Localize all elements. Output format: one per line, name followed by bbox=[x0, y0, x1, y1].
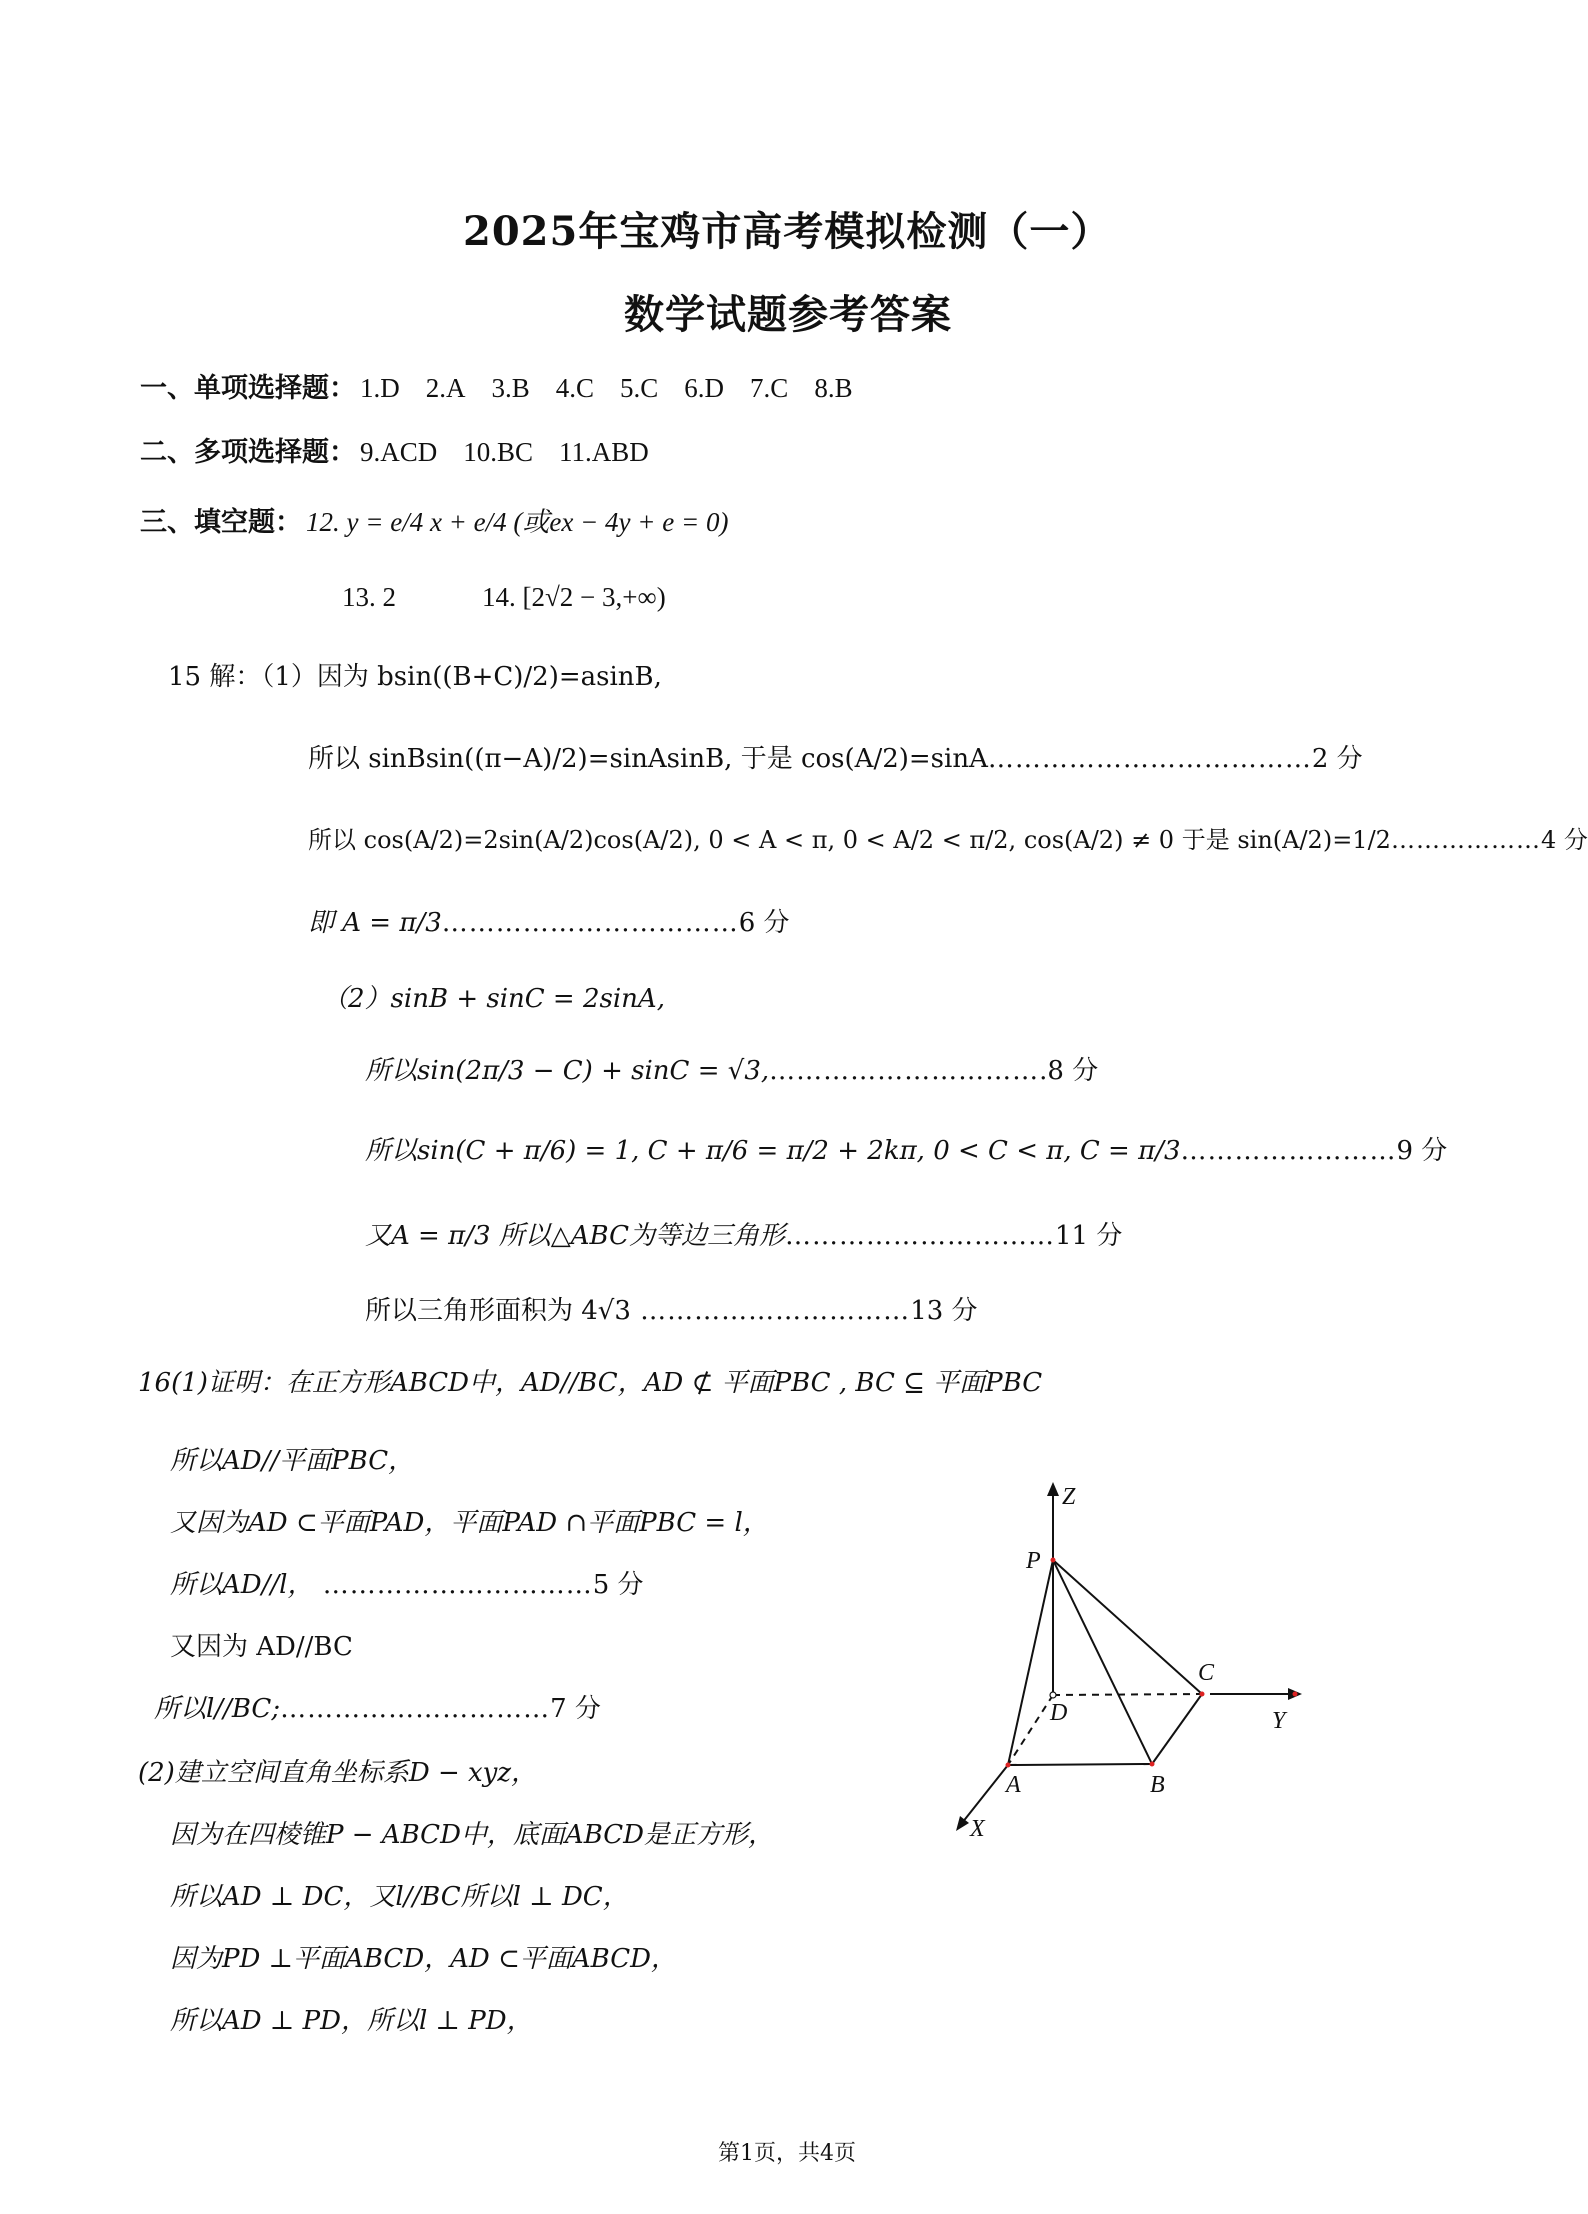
q15-text: 即 A = π/3 bbox=[308, 908, 442, 938]
dot-leader: ………………………… bbox=[280, 1694, 551, 1724]
answer: 5.C bbox=[620, 373, 659, 403]
q15-line-2 bbox=[308, 738, 1363, 775]
dot-leader: ………………………… bbox=[769, 1056, 1040, 1086]
q16-line-6 bbox=[154, 1688, 601, 1725]
section-label: 一、单项选择题： bbox=[140, 373, 356, 404]
answer-q12: 12. y = e/4 x + e/4 (或ex − 4y + e = 0) bbox=[306, 507, 729, 537]
section-label: 二、多项选择题： bbox=[140, 437, 356, 468]
q15-line-3 bbox=[308, 820, 1588, 855]
dot-leader: ………………………… bbox=[630, 1296, 911, 1326]
q16-line-9: 所以AD ⊥ DC，又l//BC所以l ⊥ DC， bbox=[170, 1882, 629, 1912]
section-multi-choice bbox=[140, 430, 675, 469]
vertex-b bbox=[1150, 1762, 1155, 1767]
pyramid-figure bbox=[940, 1480, 1320, 1840]
q16-line-2: 所以AD//平面PBC， bbox=[170, 1446, 415, 1476]
vertex-y bbox=[1293, 1692, 1298, 1697]
label-p: P bbox=[1026, 1548, 1041, 1574]
q15-line-7 bbox=[365, 1130, 1447, 1167]
vertex-a bbox=[1006, 1763, 1011, 1768]
label-c: C bbox=[1198, 1660, 1215, 1686]
answer-list bbox=[360, 437, 675, 467]
q16-line-7: (2)建立空间直角坐标系D − xyz， bbox=[138, 1758, 538, 1788]
q15-text: 所以sin(C + π/6) = 1, C + π/6 = π/2 + 2kπ, 0 < C < π, C = π/3 bbox=[365, 1136, 1181, 1166]
answer-q13: 13. 2 bbox=[342, 582, 396, 612]
answer-list bbox=[360, 373, 879, 403]
section-label: 三、填空题： bbox=[140, 507, 302, 538]
x-axis bbox=[962, 1765, 1008, 1823]
score: 4 分 bbox=[1540, 826, 1588, 854]
q15-text: 所以三角形面积为 4√3 bbox=[365, 1296, 631, 1326]
q15-line-6 bbox=[365, 1050, 1098, 1087]
edge-pc bbox=[1053, 1560, 1202, 1694]
score: 6 分 bbox=[738, 908, 790, 938]
edge-ab bbox=[1008, 1764, 1152, 1765]
page-title: 2025年宝鸡市高考模拟检测（一） bbox=[463, 208, 1112, 255]
answer-q14: 14. [2√2 − 3,+∞) bbox=[482, 582, 666, 612]
answer: 8.B bbox=[814, 373, 853, 403]
label-y: Y bbox=[1272, 1708, 1286, 1734]
score: .8 分 bbox=[1039, 1056, 1099, 1086]
answer: 11.ABD bbox=[559, 437, 649, 467]
answer: 1.D bbox=[360, 373, 400, 403]
page-footer: 第1页，共4页 bbox=[718, 2141, 856, 2166]
q15-text: 所以sin(2π/3 − C) + sinC = √3, bbox=[365, 1056, 770, 1086]
dot-leader: ………………………… bbox=[313, 1570, 593, 1600]
q15-line-8 bbox=[365, 1215, 1122, 1252]
score: 11 分 bbox=[1055, 1221, 1123, 1251]
answer: 6.D bbox=[684, 373, 725, 403]
q16-line-5: 又因为 AD//BC bbox=[170, 1632, 353, 1662]
edge-pa bbox=[1008, 1560, 1053, 1765]
q15-line-4 bbox=[308, 902, 790, 939]
dot-leader: …………………………… bbox=[441, 908, 739, 938]
score: 13 分 bbox=[910, 1296, 978, 1326]
dot-leader: ……………………………… bbox=[987, 744, 1312, 774]
edge-pb bbox=[1053, 1560, 1152, 1764]
score: 2 分 bbox=[1311, 744, 1363, 774]
q15-line-9 bbox=[365, 1290, 978, 1327]
x-arrow bbox=[956, 1816, 969, 1831]
vertex-c bbox=[1200, 1692, 1205, 1697]
label-z: Z bbox=[1062, 1484, 1076, 1510]
q15-line-5: （2）sinB + sinC = 2sinA, bbox=[322, 984, 665, 1014]
q16-line-10: 因为PD ⊥平面ABCD，AD ⊂平面ABCD， bbox=[170, 1944, 677, 1974]
q16-line-8: 因为在四棱锥P − ABCD中，底面ABCD是正方形， bbox=[170, 1820, 775, 1850]
section-single-choice bbox=[140, 366, 879, 405]
q16-line-11: 所以AD ⊥ PD，所以l ⊥ PD， bbox=[170, 2006, 533, 2036]
score: 7 分 bbox=[550, 1694, 601, 1724]
q15-line-1: 15 解：（1）因为 bsin((B+C)/2)=asinB, bbox=[168, 662, 662, 692]
label-x: X bbox=[970, 1816, 985, 1842]
q15-text: 又A = π/3 所以△ABC为等边三角形 bbox=[365, 1221, 785, 1251]
label-a: A bbox=[1006, 1772, 1021, 1798]
q16-text: 所以l//BC; bbox=[154, 1694, 281, 1724]
page-subtitle: 数学试题参考答案 bbox=[624, 291, 952, 338]
answer: 4.C bbox=[555, 373, 595, 403]
section-fill-blank bbox=[140, 500, 728, 539]
q16-text: 所以AD//l， bbox=[170, 1570, 314, 1600]
edge-bc bbox=[1152, 1694, 1202, 1764]
dot-leader: ……………… bbox=[1390, 826, 1541, 854]
edge-dc bbox=[1053, 1694, 1202, 1695]
vertex-p bbox=[1051, 1558, 1056, 1563]
q15-text: 所以 sinBsin((π−A)/2)=sinAsinB, 于是 cos(A/2)=sinA bbox=[308, 744, 988, 774]
q16-line-4 bbox=[170, 1564, 644, 1601]
answer: 3.B bbox=[491, 373, 530, 403]
label-d: D bbox=[1050, 1700, 1068, 1726]
answer: 2.A bbox=[425, 373, 466, 403]
answer: 7.C bbox=[750, 373, 789, 403]
label-b: B bbox=[1150, 1772, 1165, 1798]
z-arrow bbox=[1047, 1482, 1059, 1496]
q15-text: 所以 cos(A/2)=2sin(A/2)cos(A/2), 0 < A < π, 0 < A/2 < π/2, cos(A/2) ≠ 0 于是 sin(A/2)=1/2 bbox=[308, 826, 1391, 854]
dot-leader: ………………………… bbox=[785, 1221, 1055, 1251]
answer: 9.ACD bbox=[360, 437, 438, 467]
dot-leader: …………………… bbox=[1180, 1136, 1397, 1166]
answer: 10.BC bbox=[463, 437, 534, 467]
score: 9 分 bbox=[1396, 1136, 1448, 1166]
q16-line-3: 又因为AD ⊂平面PAD，平面PAD ∩平面PBC = l， bbox=[170, 1508, 769, 1538]
q16-line-1: 16(1)证明：在正方形ABCD中，AD//BC，AD ⊄ 平面PBC , BC ⊆ 平面PBC bbox=[138, 1368, 1043, 1398]
score: 5 分 bbox=[592, 1570, 644, 1600]
vertex-d bbox=[1050, 1692, 1056, 1698]
